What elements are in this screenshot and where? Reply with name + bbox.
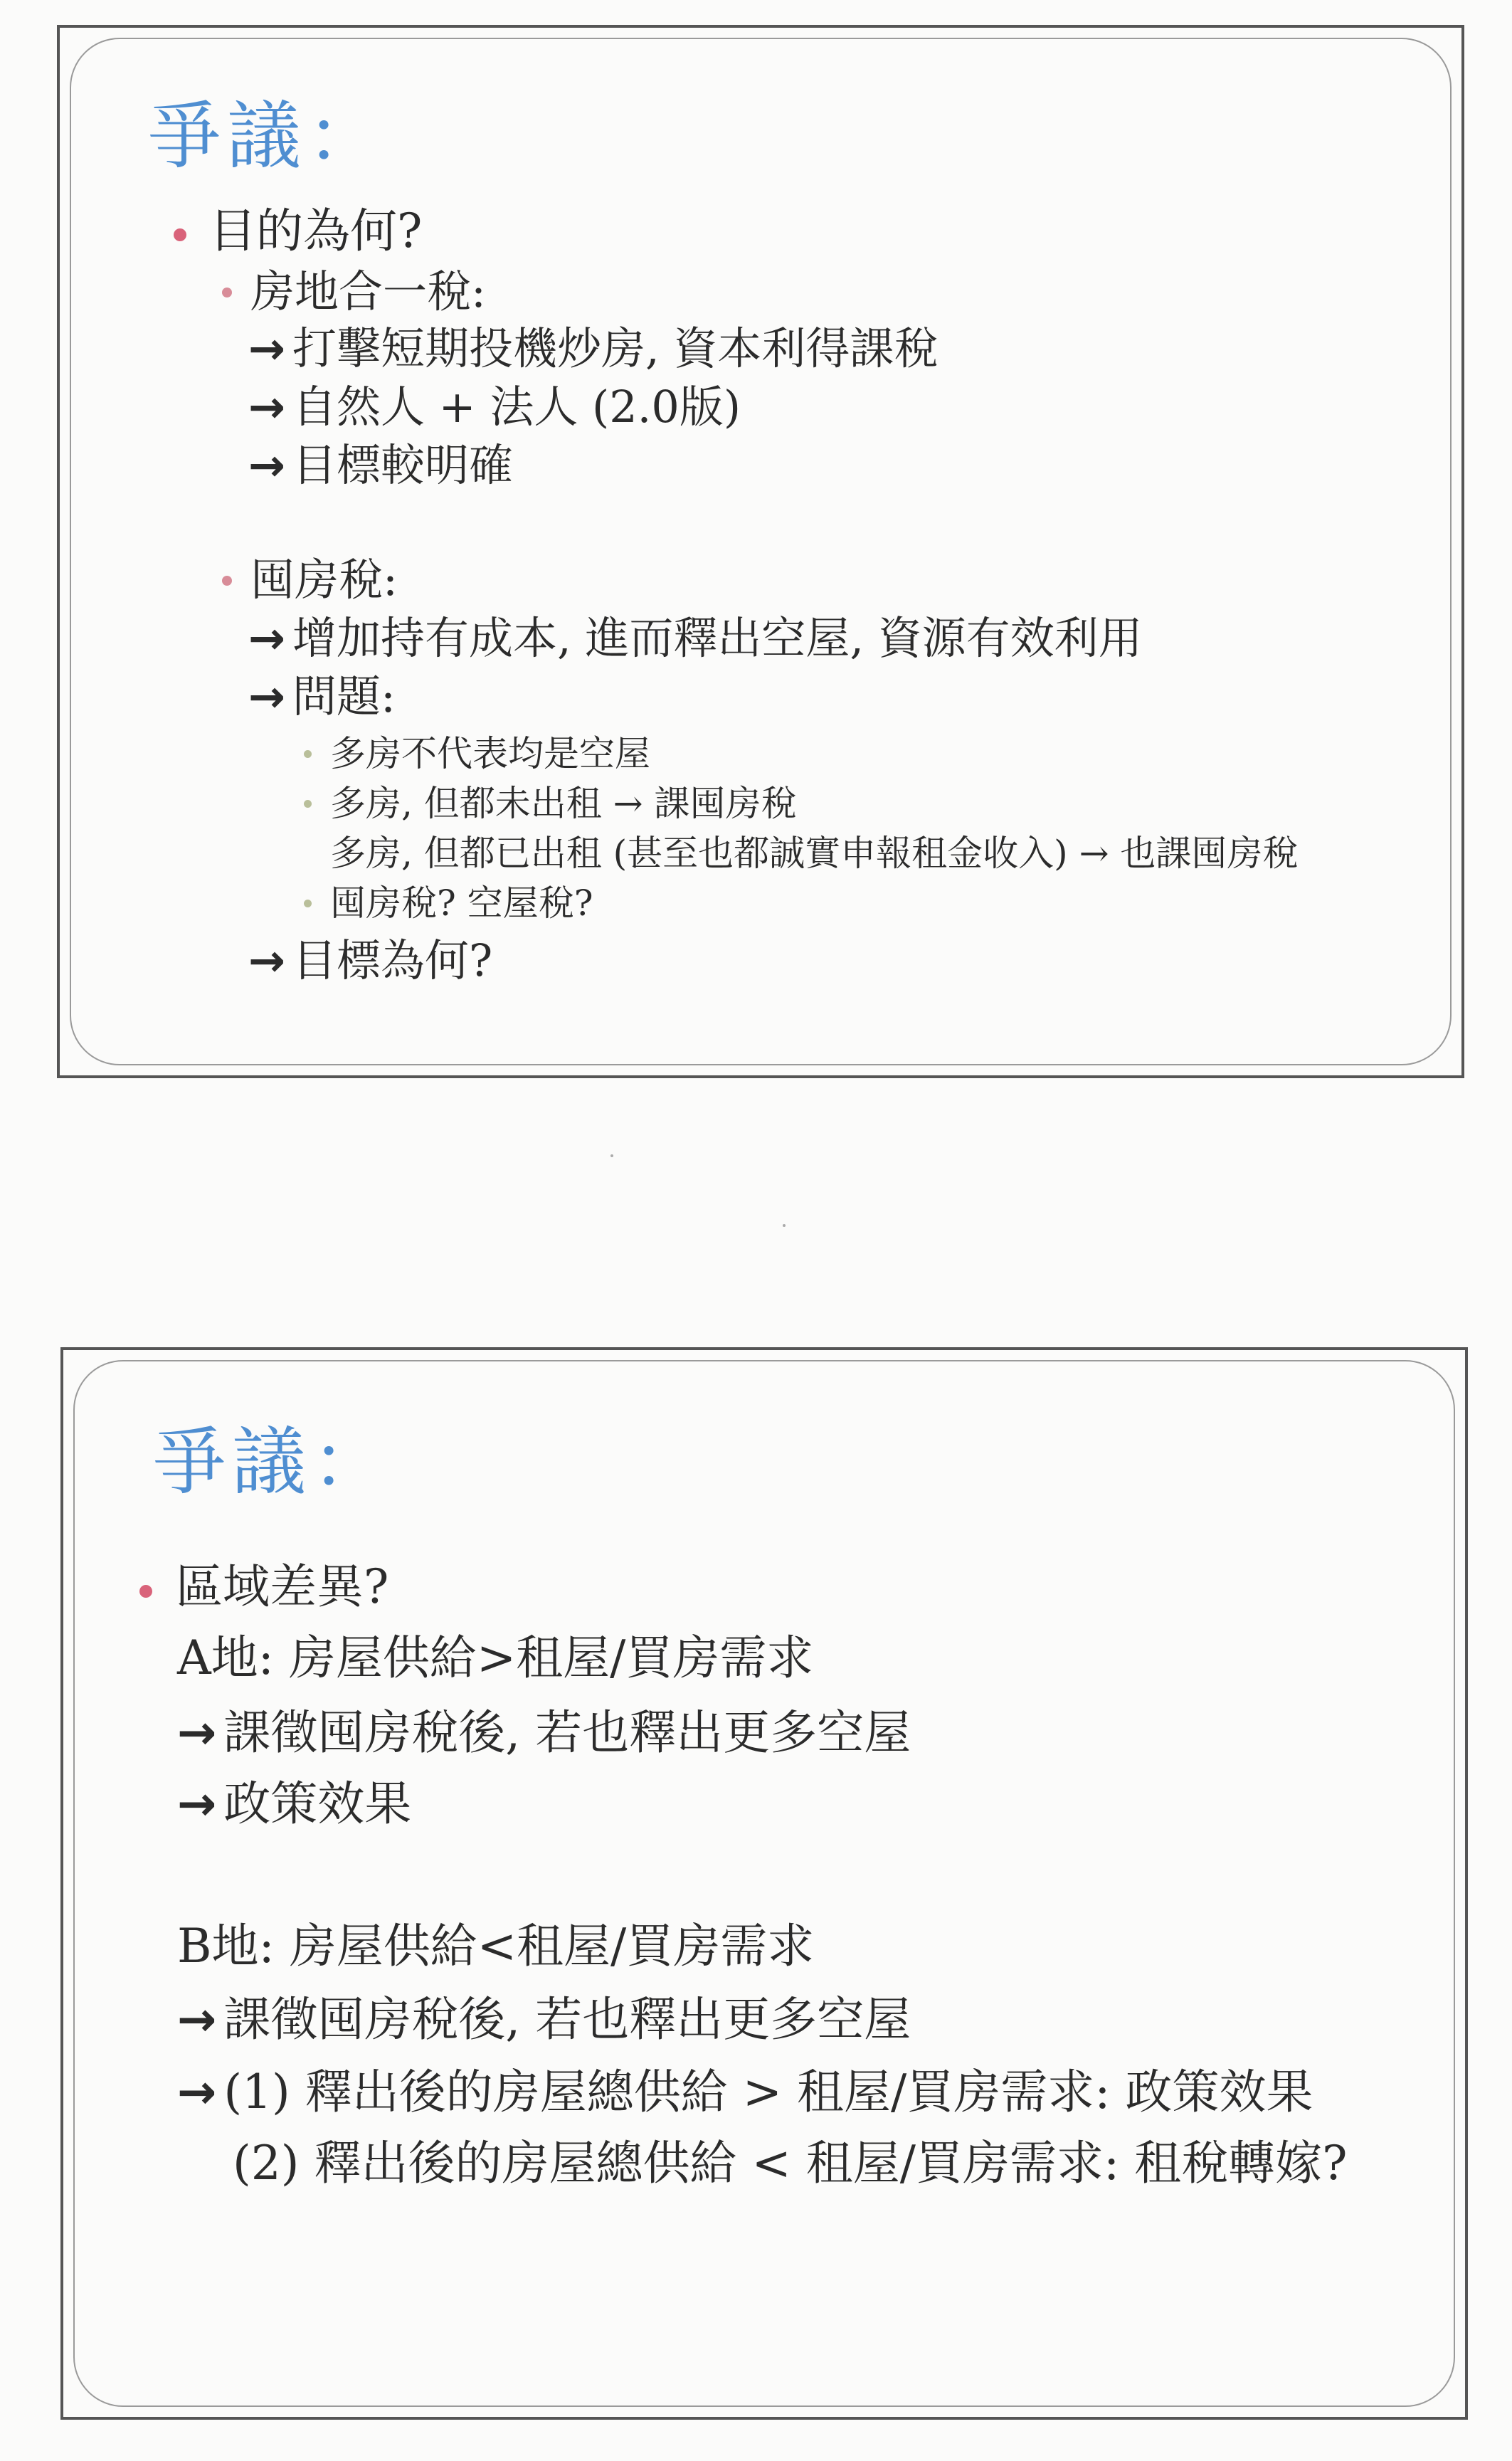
slide-1-line-5-text: 囤房稅: [250,554,398,606]
slide-1-line-7-text: 問題: [292,670,396,722]
slide-1-line-1-text: 房地合一稅: [250,265,486,317]
slide-1-line-4 [248,439,513,491]
slide-1-line-12-text: 目標為何? [292,934,493,986]
slide-2-line-6-text: (1) 釋出後的房屋總供給 > 租屋/買房需求: 政策效果 [223,2065,1313,2119]
tiny-bullet-icon [304,750,312,758]
slide-1-title: 爭議： [147,93,387,179]
slide-1-line-6 [248,612,1143,664]
arrow-icon: → [248,934,285,986]
slide-2-line-0 [176,1559,389,1614]
slide-2-line-6 [177,2065,1313,2119]
slide-1-line-8 [330,733,650,774]
slide-2 [60,1347,1468,2420]
slide-2-line-7 [233,2136,1348,2191]
slide-1-line-1 [250,265,486,317]
slide-2-line-1-text: A地: 房屋供給>租屋/買房需求 [177,1630,814,1685]
slide-2-line-5-text: 課徵囤房稅後, 若也釋出更多空屋 [223,1992,911,2047]
slide-2-line-2-text: 課徵囤房稅後, 若也釋出更多空屋 [223,1705,911,1760]
tiny-bullet-icon [304,800,312,808]
scan-speck [783,1224,786,1227]
scan-speck [610,1154,613,1157]
arrow-icon: → [177,2065,217,2119]
arrow-icon: → [248,670,285,722]
slide-1-line-11-text: 囤房稅? 空屋稅? [330,882,593,924]
slide-1-line-7 [248,670,396,722]
slide-2-line-3-text: 政策效果 [223,1776,412,1831]
slide-1-line-0-text: 目的為何? [209,204,423,258]
slide-2-rounded-border [73,1360,1455,2407]
slide-1 [57,25,1464,1078]
slide-1-line-6-text: 增加持有成本, 進而釋出空屋, 資源有效利用 [292,612,1143,664]
arrow-icon: → [248,439,285,491]
slide-2-title: 爭議： [152,1418,392,1505]
slide-1-line-2-text: 打擊短期投機炒房, 資本利得課稅 [292,322,939,374]
slide-2-line-5 [177,1992,911,2047]
slide-2-line-0-text: 區域差異? [176,1559,389,1614]
slide-1-line-0 [209,204,423,258]
slide-1-line-8-text: 多房不代表均是空屋 [330,733,650,774]
slide-2-line-4 [177,1919,815,1973]
slide-1-rounded-border [70,38,1452,1065]
arrow-icon: → [248,381,285,433]
slide-2-line-4-text: B地: 房屋供給<租屋/買房需求 [177,1919,815,1973]
slide-2-line-1 [177,1630,814,1685]
slide-1-line-12 [248,934,493,986]
sub-bullet-icon [222,288,232,297]
bullet-icon [174,228,186,241]
slide-2-line-2 [177,1705,911,1760]
slide-1-line-10 [330,833,1299,874]
slide-2-line-3 [177,1776,412,1831]
slide-1-line-9-text: 多房, 但都未出租 → 課囤房稅 [330,783,797,824]
slide-1-line-2 [248,322,939,374]
slide-1-line-9 [330,783,797,824]
bullet-icon [139,1585,152,1598]
slide-1-line-3 [248,381,741,433]
slide-1-line-11 [330,882,593,924]
arrow-icon: → [248,612,285,664]
slide-1-line-5 [250,554,398,606]
arrow-icon: → [248,322,285,374]
slide-2-line-7-text: (2) 釋出後的房屋總供給 < 租屋/買房需求: 租稅轉嫁? [233,2136,1348,2191]
slide-1-line-4-text: 目標較明確 [292,439,513,491]
arrow-icon: → [177,1776,217,1831]
sub-bullet-icon [222,576,232,586]
slide-1-line-3-text: 自然人 + 法人 (2.0版) [292,381,741,433]
arrow-icon: → [177,1992,217,2047]
tiny-bullet-icon [304,900,312,907]
slide-1-line-10-text: 多房, 但都已出租 (甚至也都誠實申報租金收入) → 也課囤房稅 [330,833,1299,874]
arrow-icon: → [177,1705,217,1760]
